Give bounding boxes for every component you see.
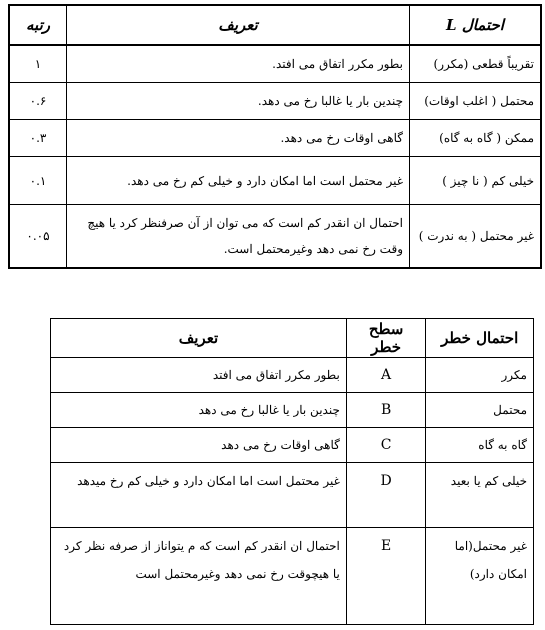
- table-row: [9, 205, 541, 269]
- table-row: [51, 358, 534, 393]
- cell-risk-probability: محتمل: [426, 393, 534, 428]
- cell-probability: محتمل ( اغلب اوقات): [410, 83, 542, 120]
- header-definition: تعریف: [51, 319, 347, 358]
- cell-rank: ۰.۰۵: [9, 205, 67, 269]
- cell-risk-probability: مکرر: [426, 358, 534, 393]
- cell-probability: تقریباً قطعی (مکرر): [410, 45, 542, 83]
- table-header-row: [51, 319, 534, 358]
- cell-risk-level: A: [346, 358, 425, 393]
- table-row: [51, 393, 534, 428]
- cell-risk-probability: غیر محتمل(اما امکان دارد): [426, 528, 534, 625]
- cell-risk-probability: خیلی کم یا بعید: [426, 463, 534, 528]
- cell-probability: غیر محتمل ( به ندرت ): [410, 205, 542, 269]
- cell-probability: خیلی کم ( نا چیز ): [410, 157, 542, 205]
- header-definition: تعریف: [67, 5, 410, 45]
- table-row: [9, 83, 541, 120]
- cell-definition: بطور مکرر اتفاق می افتد: [51, 358, 347, 393]
- cell-definition: چندین بار یا غالبا رخ می دهد: [51, 393, 347, 428]
- cell-rank: ۰.۶: [9, 83, 67, 120]
- cell-risk-level: D: [346, 463, 425, 528]
- cell-risk-probability: گاه به گاه: [426, 428, 534, 463]
- cell-rank: ۰.۱: [9, 157, 67, 205]
- table-row: [9, 157, 541, 205]
- header-rank: رتبه: [9, 5, 67, 45]
- cell-probability: ممکن ( گاه به گاه): [410, 120, 542, 157]
- probability-rank-table: [8, 4, 542, 269]
- header-risk-probability: احتمال خطر: [426, 319, 534, 358]
- header-risk-level: سطح خطر: [346, 319, 425, 358]
- table-row: [51, 428, 534, 463]
- cell-definition: احتمال ان انقدر کم است که می توان از آن صرفنظر کرد یا هیچ وقت رخ نمی دهد وغیرمحتمل است.: [67, 205, 410, 269]
- cell-risk-level: B: [346, 393, 425, 428]
- cell-definition: چندین بار یا غالبا رخ می دهد.: [67, 83, 410, 120]
- cell-risk-level: C: [346, 428, 425, 463]
- header-probability: احتمال L: [410, 5, 542, 45]
- table-header-row: [9, 5, 541, 45]
- table-row: [51, 528, 534, 625]
- cell-definition: غیر محتمل است اما امکان دارد و خیلی کم رخ می دهد.: [67, 157, 410, 205]
- cell-rank: ۱: [9, 45, 67, 83]
- cell-definition: بطور مکرر اتفاق می افتد.: [67, 45, 410, 83]
- cell-risk-level: E: [346, 528, 425, 625]
- risk-level-table: [50, 318, 534, 625]
- cell-rank: ۰.۳: [9, 120, 67, 157]
- table-row: [51, 463, 534, 528]
- cell-definition: گاهی اوقات رخ می دهد.: [67, 120, 410, 157]
- cell-definition: احتمال ان انقدر کم است که م یتواناز از صرفه نظر کرد یا هیچوقت رخ نمی دهد وغیرمحتمل است: [51, 528, 347, 625]
- cell-definition: گاهی اوقات رخ می دهد: [51, 428, 347, 463]
- cell-definition: غیر محتمل است اما امکان دارد و خیلی کم رخ میدهد: [51, 463, 347, 528]
- table-row: [9, 45, 541, 83]
- table-row: [9, 120, 541, 157]
